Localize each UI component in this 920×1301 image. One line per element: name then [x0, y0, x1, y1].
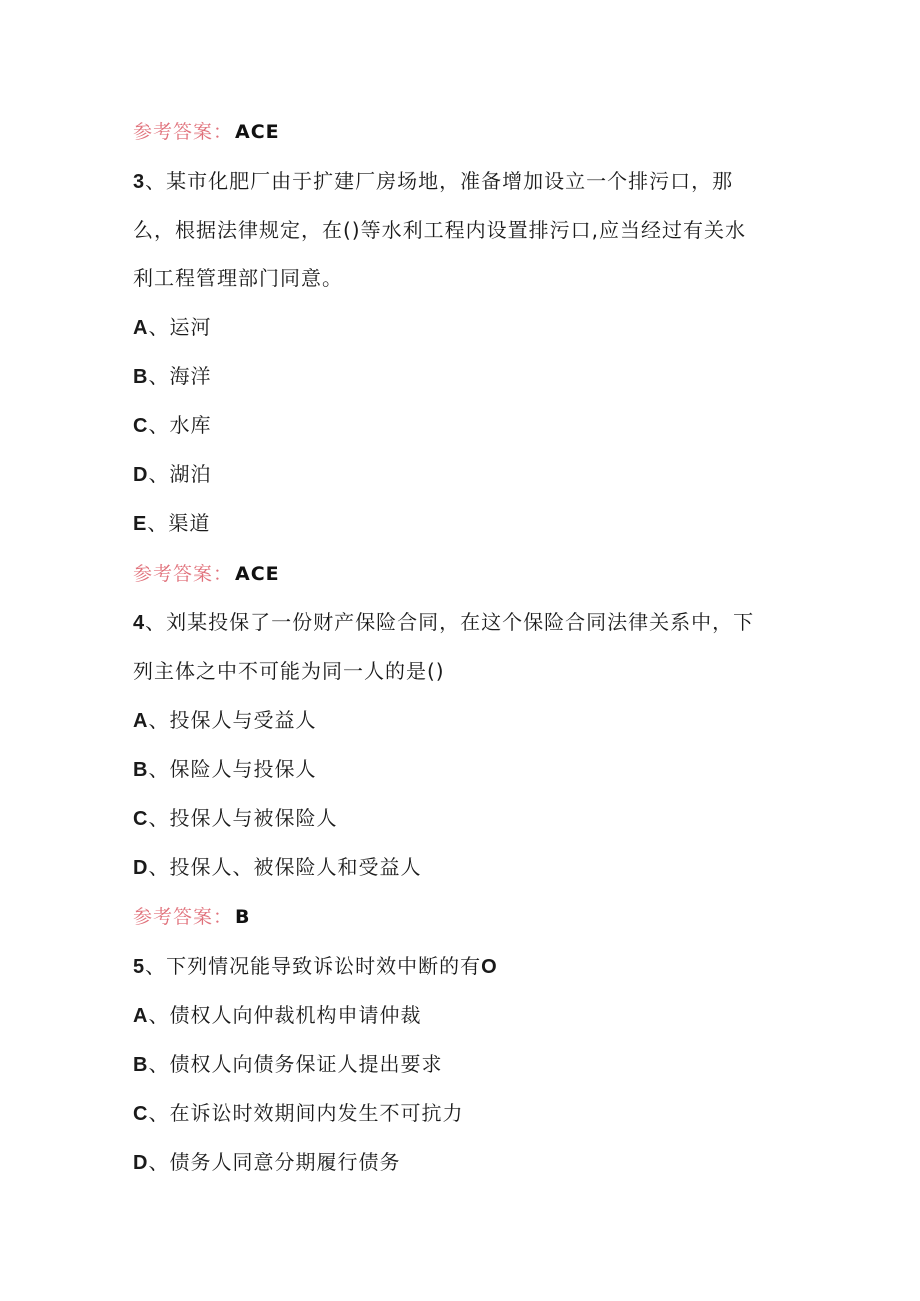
option-letter: D: [133, 857, 149, 879]
option-text: 、水库: [148, 413, 212, 437]
option-letter: A: [133, 317, 149, 339]
answer-value: B: [235, 906, 251, 928]
question-number: 3: [133, 171, 146, 193]
option-text: 、湖泊: [148, 462, 212, 486]
answer-line: [133, 118, 280, 146]
option-letter: C: [133, 808, 149, 830]
option-letter: D: [133, 1152, 149, 1174]
option-text: 、海洋: [148, 364, 212, 388]
option-text: 、债权人向仲裁机构申请仲裁: [148, 1003, 422, 1027]
question-4-line-2: [133, 657, 445, 685]
option-letter: A: [133, 1005, 149, 1027]
option-text: 、渠道: [147, 511, 211, 535]
option-e: [133, 509, 210, 538]
option-c: [133, 1099, 463, 1128]
option-d: [133, 1148, 400, 1177]
answer-label: 参考答案：: [133, 563, 234, 585]
option-text: 、保险人与投保人: [148, 757, 317, 781]
option-letter: C: [133, 415, 149, 437]
answer-line: [133, 903, 251, 931]
option-c: [133, 804, 337, 833]
option-d: [133, 460, 211, 489]
question-3-line-1: [133, 167, 733, 196]
option-letter: A: [133, 710, 149, 732]
option-letter: B: [133, 759, 149, 781]
option-b: [133, 755, 316, 784]
option-text: 、运河: [148, 315, 212, 339]
option-text: 、投保人、被保险人和受益人: [148, 855, 422, 879]
question-text: 、下列情况能导致诉讼时效中断的有: [145, 954, 482, 978]
question-5-line-1: [133, 952, 498, 981]
option-letter: B: [133, 366, 149, 388]
option-c: [133, 411, 211, 440]
option-a: [133, 1001, 421, 1030]
question-4-line-1: [133, 608, 754, 637]
option-letter: E: [133, 513, 148, 535]
answer-value: ACE: [235, 121, 280, 143]
option-d: [133, 853, 421, 882]
question-text: 、某市化肥厂由于扩建厂房场地，准备增加设立一个排污口，那: [145, 169, 734, 193]
question-text: 么，根据法律规定，在()等水利工程内设置排污口,应当经过有关水: [133, 218, 746, 242]
answer-label: 参考答案：: [133, 906, 234, 928]
question-number: 5: [133, 956, 146, 978]
option-letter: D: [133, 464, 149, 486]
question-number: 4: [133, 612, 146, 634]
option-text: 、债务人同意分期履行债务: [148, 1150, 401, 1174]
question-text: 、刘某投保了一份财产保险合同，在这个保险合同法律关系中，下: [145, 610, 755, 634]
question-text: 利工程管理部门同意。: [133, 266, 343, 290]
question-3-line-3: [133, 264, 343, 292]
option-text: 、投保人与受益人: [148, 708, 317, 732]
answer-label: 参考答案：: [133, 121, 234, 143]
answer-value: ACE: [235, 563, 280, 585]
option-b: [133, 1050, 442, 1079]
option-text: 、投保人与被保险人: [148, 806, 338, 830]
option-text: 、在诉讼时效期间内发生不可抗力: [148, 1101, 464, 1125]
question-3-line-2: [133, 216, 746, 244]
question-text: 列主体之中不可能为同一人的是(): [133, 659, 445, 683]
question-tail: O: [481, 956, 498, 978]
option-text: 、债权人向债务保证人提出要求: [148, 1052, 443, 1076]
option-letter: C: [133, 1103, 149, 1125]
option-a: [133, 706, 316, 735]
option-letter: B: [133, 1054, 149, 1076]
answer-line: [133, 560, 280, 588]
option-a: [133, 313, 211, 342]
option-b: [133, 362, 211, 391]
